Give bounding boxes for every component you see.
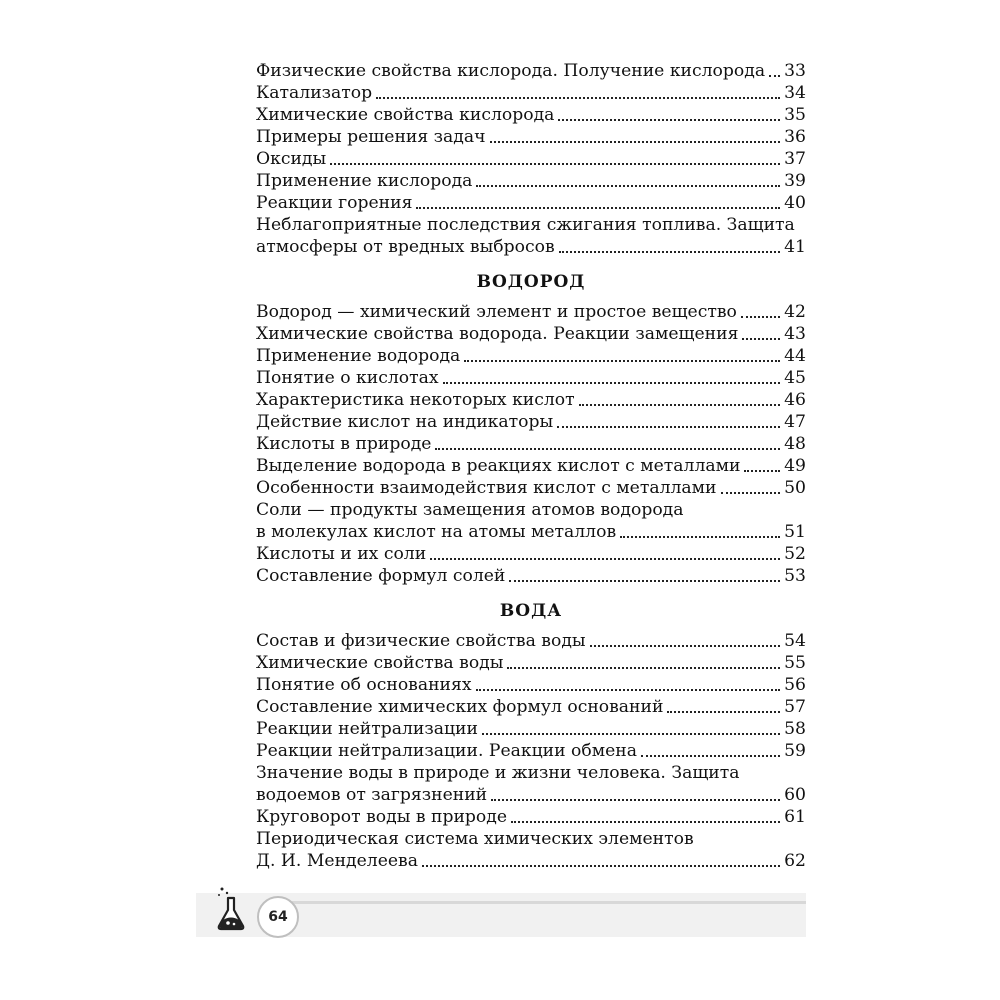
toc-entry-text-line2: Д. И. Менделеева [256,851,418,871]
toc-entry-text: Составление химических формул оснований [256,697,664,717]
toc-page-number: 54 [784,631,806,651]
toc-entry [256,828,806,872]
toc-entry [256,367,806,389]
section-heading-water: ВОДА [499,601,563,621]
toc-entry [256,740,806,762]
toc-entry [256,433,806,455]
toc-page-number: 42 [784,302,806,322]
toc-entry-text: Характеристика некоторых кислот [256,390,575,410]
toc-page-number: 33 [784,61,806,81]
toc-page-number: 59 [784,741,806,761]
toc-page-number: 39 [784,171,806,191]
toc-entry-text-line1: Соли — продукты замещения атомов водорода [256,500,684,520]
toc-group-hydrogen [256,301,806,499]
dot-leader [559,251,781,253]
toc-entry-text-line2: водоемов от загрязнений [256,785,488,805]
toc-page-number: 53 [784,566,806,586]
toc-entry-text: Состав и физические свойства воды [256,631,586,651]
dot-leader [376,97,780,99]
toc-entry [256,565,806,587]
toc-entry [256,389,806,411]
toc-page-number: 51 [784,522,806,542]
toc-page-number: 36 [784,127,806,147]
toc-entry-text: Оксиды [256,149,327,169]
toc-entry [256,411,806,433]
dot-leader [579,404,780,406]
toc-entry [256,762,806,806]
dot-leader [667,711,780,713]
toc-entry [256,652,806,674]
toc-group-water-continued [256,806,806,828]
toc-entry [256,345,806,367]
toc-entry-text: Применение кислорода [256,171,473,191]
toc-page-number: 41 [784,237,806,257]
toc-entry-text: Химические свойства воды [256,653,504,673]
toc-entry-text: Физические свойства кислорода. Получение кислорода [256,61,766,81]
dot-leader [721,492,781,494]
dot-leader [511,821,780,823]
toc-page-number: 61 [784,807,806,827]
toc-entry-text: Примеры решения задач [256,127,486,147]
toc-page-number: 44 [784,346,806,366]
toc-group-water [256,630,806,762]
page-number-badge [257,896,299,938]
toc-group-oxygen [256,60,806,214]
toc-entry-text: Круговорот воды в природе [256,807,508,827]
toc-entry-text-line2: атмосферы от вредных выбросов [256,237,555,257]
toc-entry-text-line1: Периодическая система химических элементов [256,829,694,849]
toc-entry [256,60,806,82]
toc-entry-text: Применение водорода [256,346,461,366]
toc-page-number: 62 [784,851,806,871]
table-of-contents [256,60,806,872]
dot-leader [590,645,781,647]
toc-page-number: 48 [784,434,806,454]
toc-entry-text: Составление формул солей [256,566,506,586]
toc-page-number: 45 [784,368,806,388]
toc-entry [256,301,806,323]
toc-entry-text: Химические свойства кислорода [256,105,555,125]
toc-page-number: 47 [784,412,806,432]
toc-page-number: 56 [784,675,806,695]
dot-leader [620,536,780,538]
toc-entry-text: Реакции нейтрализации [256,719,478,739]
toc-group-hydrogen-continued [256,543,806,587]
dot-leader [422,865,780,867]
section-heading-hydrogen: ВОДОРОД [476,272,586,292]
toc-page-number: 52 [784,544,806,564]
toc-entry [256,806,806,828]
toc-page-number: 37 [784,149,806,169]
toc-page-number: 46 [784,390,806,410]
toc-entry [256,630,806,652]
toc-entry-text: Кислоты в природе [256,434,432,454]
toc-entry [256,104,806,126]
dot-leader [769,75,780,77]
dot-leader [491,799,780,801]
toc-page-number: 50 [784,478,806,498]
toc-page-number: 55 [784,653,806,673]
toc-entry-text: Выделение водорода в реакциях кислот с металлами [256,456,741,476]
toc-entry-text: Катализатор [256,83,373,103]
toc-entry [256,323,806,345]
dot-leader [443,382,781,384]
toc-entry [256,82,806,104]
dot-leader [641,755,780,757]
toc-entry-text: Понятие об основаниях [256,675,472,695]
toc-entry [256,696,806,718]
dot-leader [509,580,780,582]
dot-leader [557,426,780,428]
toc-entry-text: Кислоты и их соли [256,544,427,564]
toc-entry [256,477,806,499]
dot-leader [330,163,780,165]
toc-page-number: 34 [784,83,806,103]
dot-leader [741,316,780,318]
toc-entry [256,543,806,565]
dot-leader [435,448,780,450]
toc-entry-text: Реакции горения [256,193,413,213]
dot-leader [558,119,780,121]
dot-leader [430,558,780,560]
toc-entry [256,170,806,192]
toc-page-number: 57 [784,697,806,717]
toc-page-number: 49 [784,456,806,476]
toc-entry-text: Действие кислот на индикаторы [256,412,554,432]
toc-entry [256,674,806,696]
toc-entry [256,455,806,477]
toc-entry-text: Водород — химический элемент и простое вещество [256,302,737,322]
toc-page-number: 58 [784,719,806,739]
toc-page-number: 43 [784,324,806,344]
toc-entry [256,192,806,214]
dot-leader [507,667,780,669]
toc-entry [256,148,806,170]
toc-entry [256,126,806,148]
toc-page-number: 40 [784,193,806,213]
toc-entry-text-line1: Значение воды в природе и жизни человека. Защита [256,763,740,783]
toc-entry-text: Понятие о кислотах [256,368,439,388]
dot-leader [742,338,780,340]
dot-leader [490,141,781,143]
flask-icon [213,884,253,932]
toc-entry [256,499,806,543]
toc-entry-text: Реакции нейтрализации. Реакции обмена [256,741,637,761]
dot-leader [482,733,780,735]
toc-entry-text-line1: Неблагоприятные последствия сжигания топлива. Защита [256,215,795,235]
dot-leader [476,689,781,691]
toc-entry [256,214,806,258]
footer-rule [292,901,806,904]
toc-entry-text: Особенности взаимодействия кислот с металлами [256,478,717,498]
toc-page-number: 60 [784,785,806,805]
toc-entry-text-line2: в молекулах кислот на атомы металлов [256,522,617,542]
page-number: 64 [268,909,288,925]
toc-entry [256,718,806,740]
dot-leader [476,185,780,187]
dot-leader [416,207,780,209]
toc-page-number: 35 [784,105,806,125]
toc-entry-text: Химические свойства водорода. Реакции замещения [256,324,739,344]
dot-leader [464,360,780,362]
dot-leader [744,470,780,472]
